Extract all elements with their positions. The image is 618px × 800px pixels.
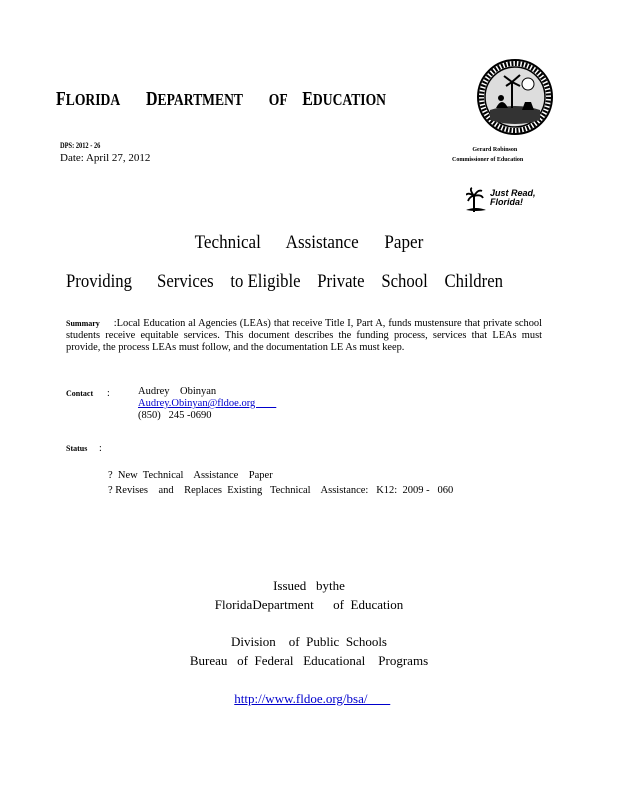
summary-paragraph [66,318,542,353]
title-initial: F [56,88,66,110]
contact-name: Audrey Obinyan [138,386,217,397]
status-option-revises: ? Revises and Replaces Existing Technical Assistance: K12: 2009 - 060 [108,485,454,496]
division-name: Division of Public Schools [230,634,387,649]
logo-line-2: Florida! [490,197,523,207]
summary-text: :Local Education al Agencies (LEAs) that receive Title I, Part A, funds mustensure that private school students receive equitable services. This document describes the funding process, services that LEAs must provide, the process LEAs must follow, and the documentation LE As must keep. [66,318,542,353]
just-read-florida-text [490,189,536,207]
contact-label: Contact [66,389,94,398]
contact-email-link[interactable]: Audrey.Obinyan@fldoe.org [138,398,277,409]
issuer-name: FloridaDepartment of Education [214,597,404,612]
title-word: LORIDA [65,90,121,109]
issued-by-line: Issued bythe [273,578,345,593]
dps-number: DPS: 2012 - 26 [60,141,101,150]
contact-phone: (850) 245 -0690 [138,410,212,421]
status-option-new: ? New Technical Assistance Paper [108,470,273,481]
title-initial: E [302,88,313,110]
commissioner-name: Gerard Robinson [472,147,518,153]
document-date: Date: April 27, 2012 [60,152,151,164]
contact-details [138,386,276,422]
commissioner-block [452,145,523,165]
title-word: OF [268,90,288,109]
title-word: DUCATION [312,90,386,109]
bureau-url-link [0,670,618,708]
paper-subtitle: Providing Services to Eligible Private School Children [66,271,504,292]
state-seal-icon [476,58,554,136]
department-title [56,88,386,111]
paper-title: Technical Assistance Paper [194,232,424,253]
url-link[interactable]: http://www.fldoe.org/bsa/ [234,691,391,706]
title-word: EPARTMENT [157,90,243,109]
logo-line-1: Just Read, [490,188,536,198]
summary-label: Summary [66,319,100,328]
status-colon: : [99,443,102,454]
bureau-name: Bureau of Federal Educational Programs [189,653,429,668]
status-label: Status [66,444,88,453]
commissioner-title: Commissioner of Education [452,157,524,163]
contact-colon: : [107,388,110,399]
title-initial: D [145,88,158,110]
